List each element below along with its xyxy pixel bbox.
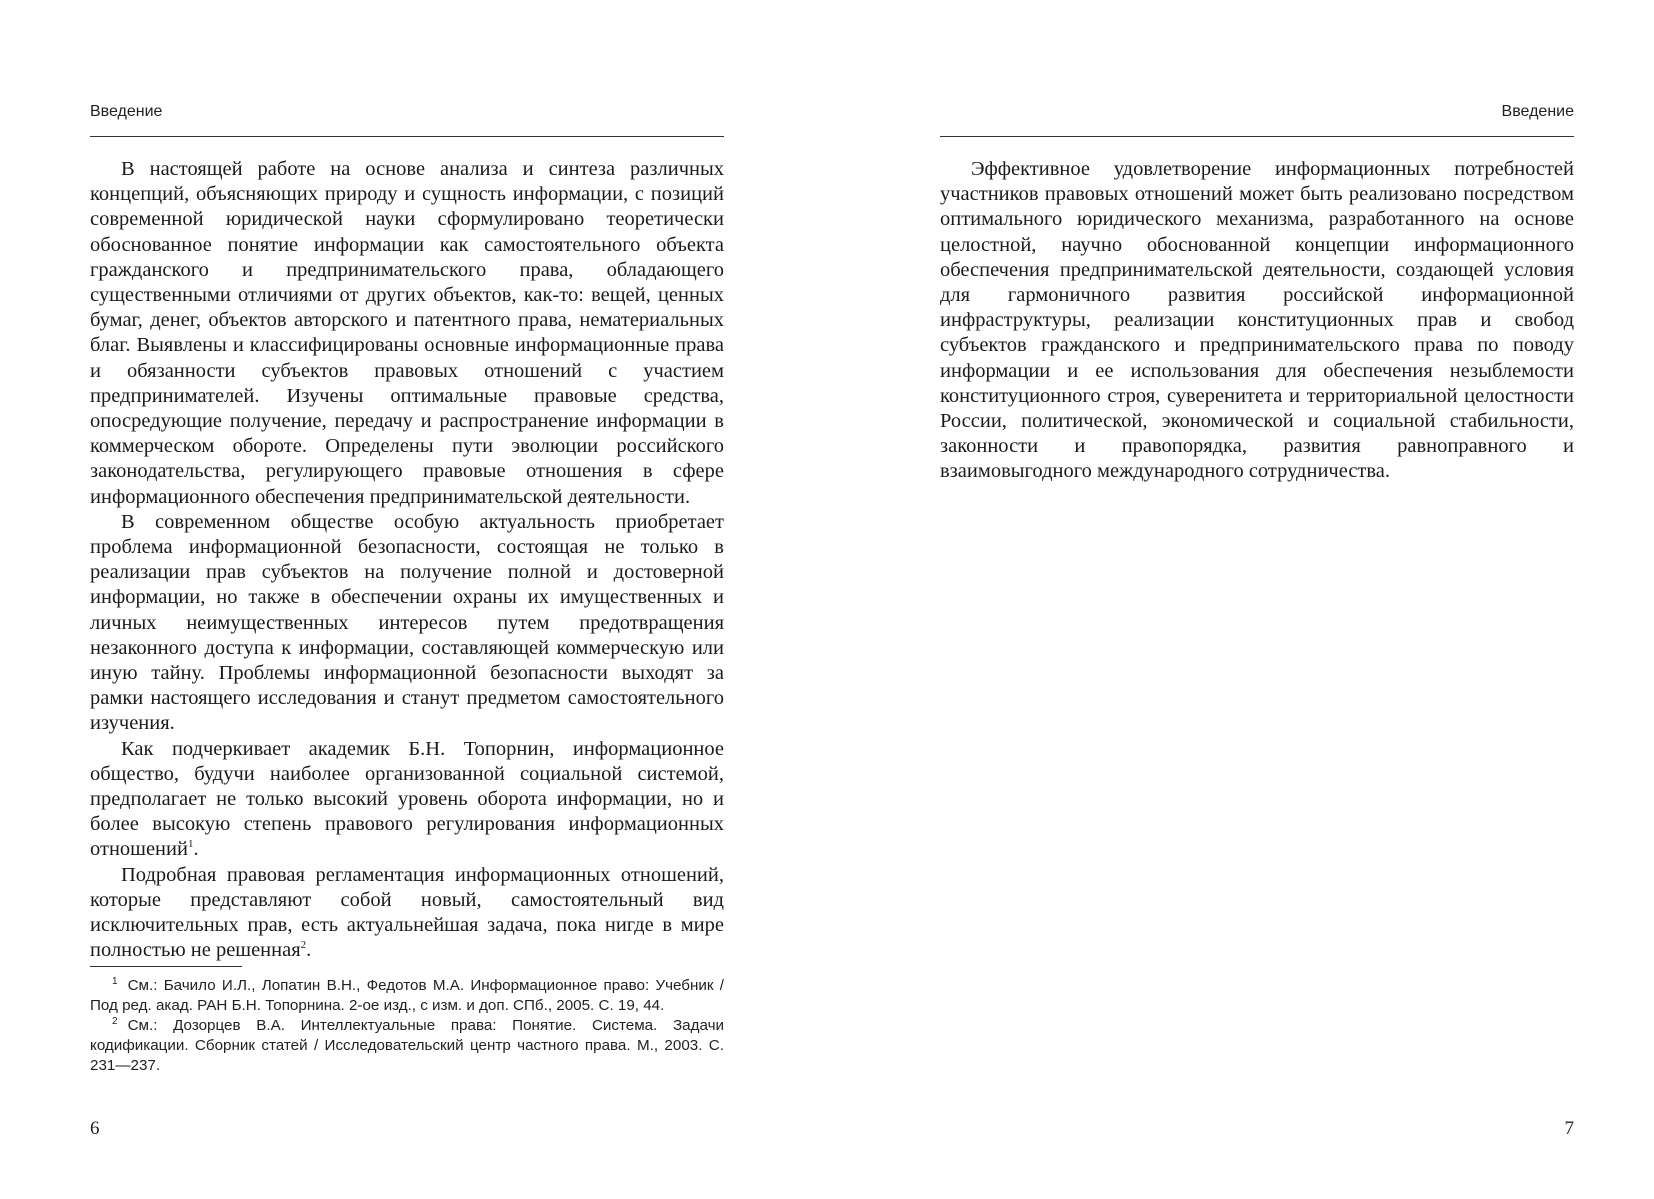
paragraph-text: Подробная правовая регламентация информационных отношений, которые представляют собой новый, самостоятельный вид исключительных прав, есть актуальнейшая задача, пока нигде в мире полностью не решенная bbox=[90, 863, 724, 962]
footnote-mark: 2 bbox=[112, 1015, 118, 1027]
footnote-rule bbox=[90, 966, 242, 967]
paragraph bbox=[90, 157, 724, 510]
footnotes bbox=[90, 976, 724, 1076]
paragraph-text: В современном обществе особую актуальность приобретает проблема информационной безопасности, состоящая не только в реализации прав субъектов на получение полной и достоверной информации, но также в обеспечении охраны их имущественных и личных неимущественных интересов путем предотвращения незаконного доступа к информации, составляющей коммерческую или иную тайну. Проблемы информационной безопасности выходят за рамки настоящего исследования и станут предметом самостоятельного изучения. bbox=[90, 510, 724, 735]
page-number: 6 bbox=[90, 1118, 100, 1139]
paragraph bbox=[90, 510, 724, 737]
paragraph-text: Как подчеркивает академик Б.Н. Топорнин, информационное общество, будучи наиболее организованной социальной системой, предполагает не только высокий уровень оборота информации, но и более высокую степень правового регулирования информационных отношений bbox=[90, 737, 724, 861]
body-text bbox=[940, 157, 1574, 485]
paragraph bbox=[90, 863, 724, 964]
footnote-mark: 1 bbox=[112, 975, 118, 987]
running-head: Введение bbox=[90, 103, 163, 120]
paragraph bbox=[90, 737, 724, 863]
footnote-reference[interactable]: 2 bbox=[300, 939, 307, 952]
footnote bbox=[90, 976, 724, 1016]
paragraph-tail: . bbox=[306, 939, 312, 962]
header-rule bbox=[940, 136, 1574, 137]
left-page bbox=[90, 0, 724, 1199]
paragraph-text: Эффективное удовлетворение информационных потребностей участников правовых отношений может быть реализовано посредством оптимального юридического механизма, разработанного на основе целостной, научно обоснованной концепции информационного обеспечения предпринимательской деятельности, создающей условия для гармоничного развития российской информационной инфраструктуры, реализации конституционных прав и свобод субъектов гражданского и предпринимательского права по поводу информации и ее использования для обеспечения незыблемости конституционного строя, суверенитета и территориальной целостности России, политической, экономической и социальной стабильности, законности и правопорядка, развития равноправного и взаимовыгодного международного сотрудничества. bbox=[940, 158, 1574, 483]
footnote bbox=[90, 1016, 724, 1076]
page-number: 7 bbox=[1564, 1118, 1574, 1139]
right-page bbox=[940, 0, 1574, 1199]
paragraph-tail: . bbox=[193, 838, 199, 861]
paragraph-text: В настоящей работе на основе анализа и синтеза различных концепций, объясняющих природу и сущность информации, с позиций современной юридической науки сформулировано теоретически обоснованное понятие информации как самостоятельного объекта гражданского и предпринимательского права, обладающего существенными отличиями от других объектов, как-то: вещей, ценных бумаг, денег, объектов авторского и патентного права, нематериальных благ. Выявлены и классифицированы основные информационные права и обязанности субъектов правовых отношений с участием предпринимателей. Изучены оптимальные правовые средства, опосредующие получение, передачу и распространение информации в коммерческом обороте. Определены пути эволюции российского законодательства, регулирующего правовые отношения в сфере информационного обеспечения предпринимательской деятельности. bbox=[90, 158, 724, 508]
footnote-text: См.: Дозорцев В.А. Интеллектуальные права: Понятие. Система. Задачи кодификации. Сборник статей / Исследовательский центр частного права. М., 2003. С. 231—237. bbox=[90, 1017, 724, 1074]
header-rule bbox=[90, 136, 724, 137]
paragraph bbox=[940, 157, 1574, 485]
footnote-text: См.: Бачило И.Л., Лопатин В.Н., Федотов М.А. Информационное право: Учебник / Под ред. акад. РАН Б.Н. Топорнина. 2-ое изд., с изм. и доп. СПб., 2005. С. 19, 44. bbox=[90, 977, 724, 1014]
footnote-reference[interactable]: 1 bbox=[187, 838, 194, 851]
body-text bbox=[90, 157, 724, 964]
running-head: Введение bbox=[1501, 103, 1574, 120]
